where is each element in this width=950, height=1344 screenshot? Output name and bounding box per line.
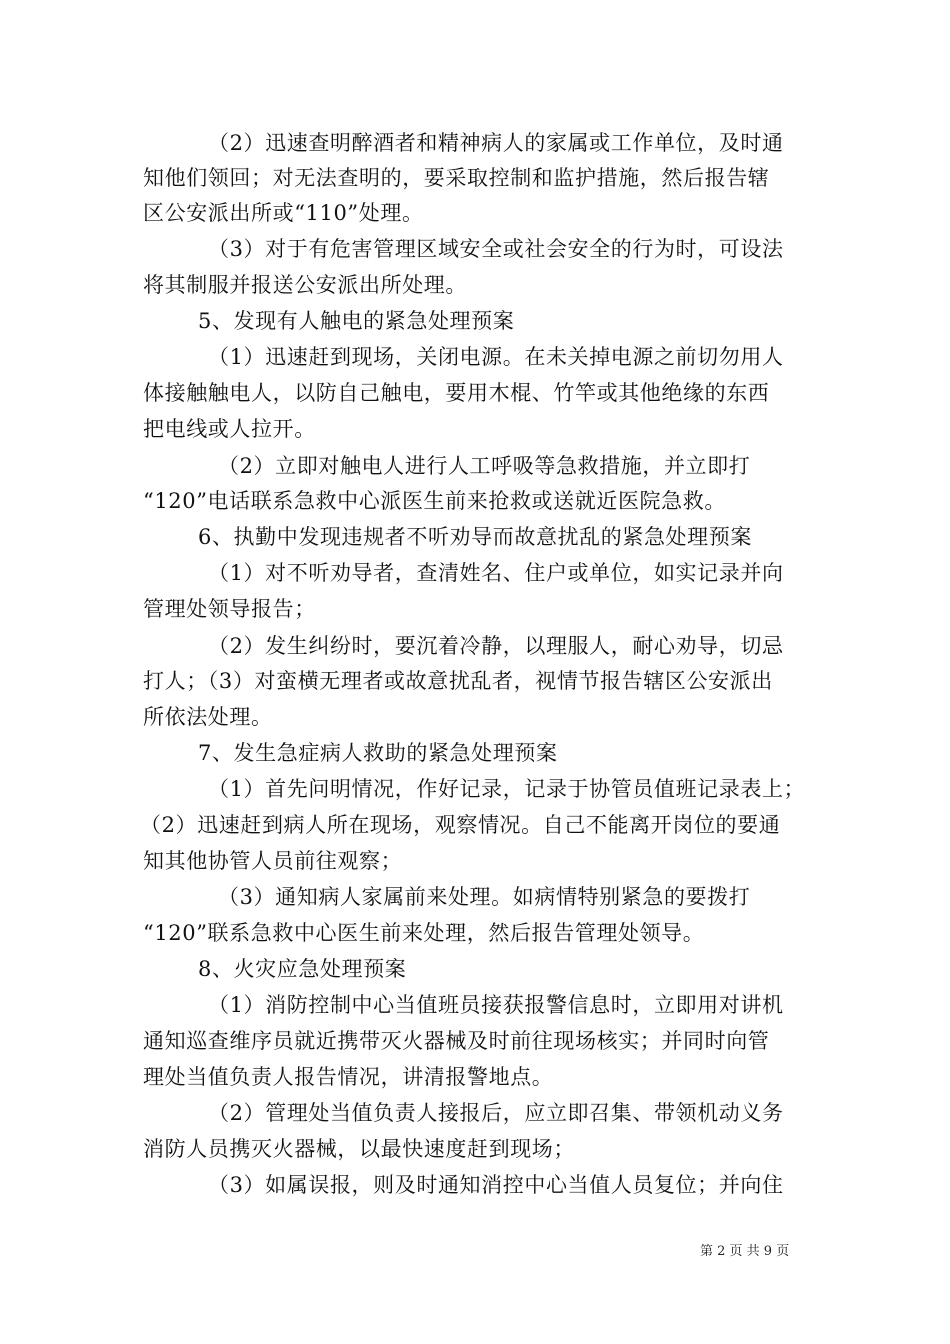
text-line: 知其他协管人员前往观察； <box>143 849 403 873</box>
text-line: 通知巡查维序员就近携带灭火器械及时前往现场核实；并同时向管 <box>143 1029 770 1053</box>
section-heading: 7、发生急症病人救助的紧急处理预案 <box>198 741 558 765</box>
page-number: 第 2 页 共 9 页 <box>700 1244 790 1259</box>
text-line: （2）发生纠纷时，要沉着冷静，以理服人，耐心劝导，切忌 <box>208 634 784 658</box>
text-line: “120”电话联系急救中心派医生前来抢救或送就近医院急救。 <box>143 489 726 513</box>
text-line: 把电线或人拉开。 <box>143 417 316 441</box>
text-line: 管理处领导报告； <box>143 597 316 621</box>
text-line: （2）管理处当值负责人接报后，应立即召集、带领机动义务 <box>208 1101 784 1125</box>
text-line: 消防人员携灭火器械，以最快速度赶到现场； <box>143 1137 575 1161</box>
section-heading: 5、发现有人触电的紧急处理预案 <box>198 309 515 333</box>
text-line: （3）如属误报，则及时通知消控中心当值人员复位；并向住 <box>208 1173 784 1197</box>
text-line: （3）对于有危害管理区域安全或社会安全的行为时，可设法 <box>208 237 784 261</box>
text-line: （3）通知病人家属前来处理。如病情特别紧急的要拨打 <box>218 885 751 909</box>
text-line: 将其制服并报送公安派出所处理。 <box>143 273 467 297</box>
text-line: （1）首先问明情况，作好记录，记录于协管员值班记录表上； <box>208 777 806 801</box>
text-line: 区公安派出所或“110”处理。 <box>143 201 424 225</box>
text-line: 理处当值负责人报告情况，讲清报警地点。 <box>143 1065 554 1089</box>
text-line: （1）迅速赶到现场，关闭电源。在未关掉电源之前切勿用人 <box>208 345 784 369</box>
text-line: （2）立即对触电人进行人工呼吸等急救措施，并立即打 <box>218 454 751 478</box>
text-line: 知他们领回；对无法查明的，要采取控制和监护措施，然后报告辖 <box>143 166 770 190</box>
text-line: （1）消防控制中心当值班员接获报警信息时，立即用对讲机 <box>208 993 784 1017</box>
section-heading: 8、火灾应急处理预案 <box>198 957 407 981</box>
text-line: （2）迅速查明醉酒者和精神病人的家属或工作单位，及时通 <box>208 131 784 155</box>
text-line: “120”联系急救中心医生前来处理，然后报告管理处领导。 <box>143 921 705 945</box>
section-heading: 6、执勤中发现违规者不听劝导而故意扰乱的紧急处理预案 <box>198 525 752 549</box>
text-line: （1）对不听劝导者，查清姓名、住户或单位，如实记录并向 <box>208 561 784 585</box>
text-line: 打人；（3）对蛮横无理者或故意扰乱者，视情节报告辖区公安派出 <box>143 669 773 693</box>
text-line: 体接触触电人，以防自己触电，要用木棍、竹竿或其他绝缘的东西 <box>143 381 770 405</box>
text-line: 所依法处理。 <box>143 705 273 729</box>
text-line: （2）迅速赶到病人所在现场，观察情况。自己不能离开岗位的要通 <box>140 813 781 837</box>
